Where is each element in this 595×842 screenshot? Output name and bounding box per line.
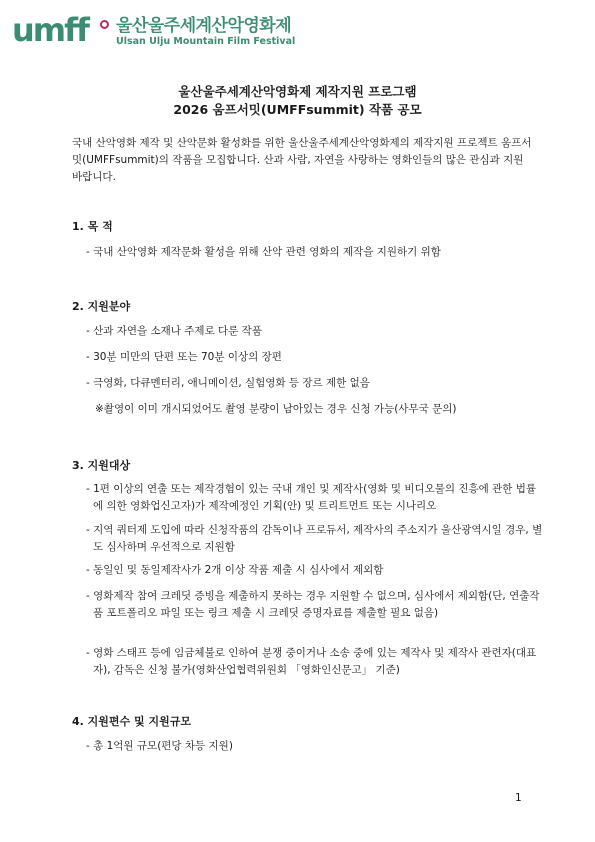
list-item: - 1편 이상의 연출 또는 제작경험이 있는 국내 개인 및 제작사(영화 및 비디오물의 진흥에 관한 법률에 의한 영화업신고자)가 제작예정인 기획(안) 및 트리트먼트 또는 시나리오 [86, 483, 537, 512]
section-heading-purpose: 1. 목 적 [72, 220, 113, 233]
list-item: - 산과 자연을 소재나 주제로 다룬 작품 [86, 325, 262, 337]
list-item: - 30분 미만의 단편 또는 70분 이상의 장편 [86, 351, 282, 363]
list-item: - 지역 쿼터제 도입에 따라 신청작품의 감독이나 프로듀서, 제작사의 주소지가 울산광역시일 경우, 별도 심사하며 우선적으로 지원함 [86, 524, 543, 553]
list-item: - 영화제작 참여 크레딧 증빙을 제출하지 못하는 경우 지원할 수 없으며, 심사에서 제외함(단, 연출작품 포트폴리오 파일 또는 링크 제출 시 크레딧 증명자료를 제출할 필요 없음) [86, 590, 540, 619]
logo-wordmark [116, 16, 295, 48]
logo-mark-text: umff [12, 11, 88, 49]
festival-logo [12, 12, 295, 48]
logo-english-name: Ulsan Ulju Mountain Film Festival [116, 36, 296, 47]
list-item: - 영화 스태프 등에 임금체불로 인하여 분쟁 중이거나 소송 중에 있는 제작사 및 제작사 관련자(대표자), 감독은 신청 불가(영화산업협력위원회 「영화인신문고」 기준) [86, 647, 537, 676]
list-item: - 국내 산악영화 제작문화 활성을 위해 산악 관련 영화의 제작을 지원하기 위함 [86, 246, 441, 258]
list-item: - 극영화, 다큐멘터리, 애니메이션, 실험영화 등 장르 제한 없음 [86, 377, 370, 389]
list-item: - 총 1억원 규모(편당 차등 지원) [86, 740, 233, 752]
note-text: ※촬영이 이미 개시되었어도 촬영 분량이 남아있는 경우 신청 가능(사무국 문의) [95, 403, 457, 415]
section-heading-scale: 4. 지원편수 및 지원규모 [72, 715, 191, 728]
list-item: - 동일인 및 동일제작사가 2개 이상 작품 제출 시 심사에서 제외함 [86, 564, 384, 576]
page-number: 1 [515, 792, 522, 804]
logo-korean-name: 울산울주세계산악영화제 [116, 16, 292, 36]
logo-dot-icon [100, 20, 109, 29]
section-heading-fields: 2. 지원분야 [72, 300, 131, 313]
logo-mark [12, 12, 104, 48]
page-title-line2: 2026 움프서밋(UMFFsummit) 작품 공모 [173, 102, 422, 117]
page-title-line1: 울산울주세계산악영화제 제작지원 프로그램 [178, 84, 417, 99]
section-heading-eligibility: 3. 지원대상 [72, 459, 131, 472]
intro-paragraph: 국내 산악영화 제작 및 산악문화 활성화를 위한 울산울주세계산악영화제의 제작지원 프로젝트 움프서밋(UMFFsummit)의 작품을 모집합니다. 산과 사람, 자연을 사랑하는 영화인들의 많은 관심과 지원바랍니다. [72, 137, 532, 183]
